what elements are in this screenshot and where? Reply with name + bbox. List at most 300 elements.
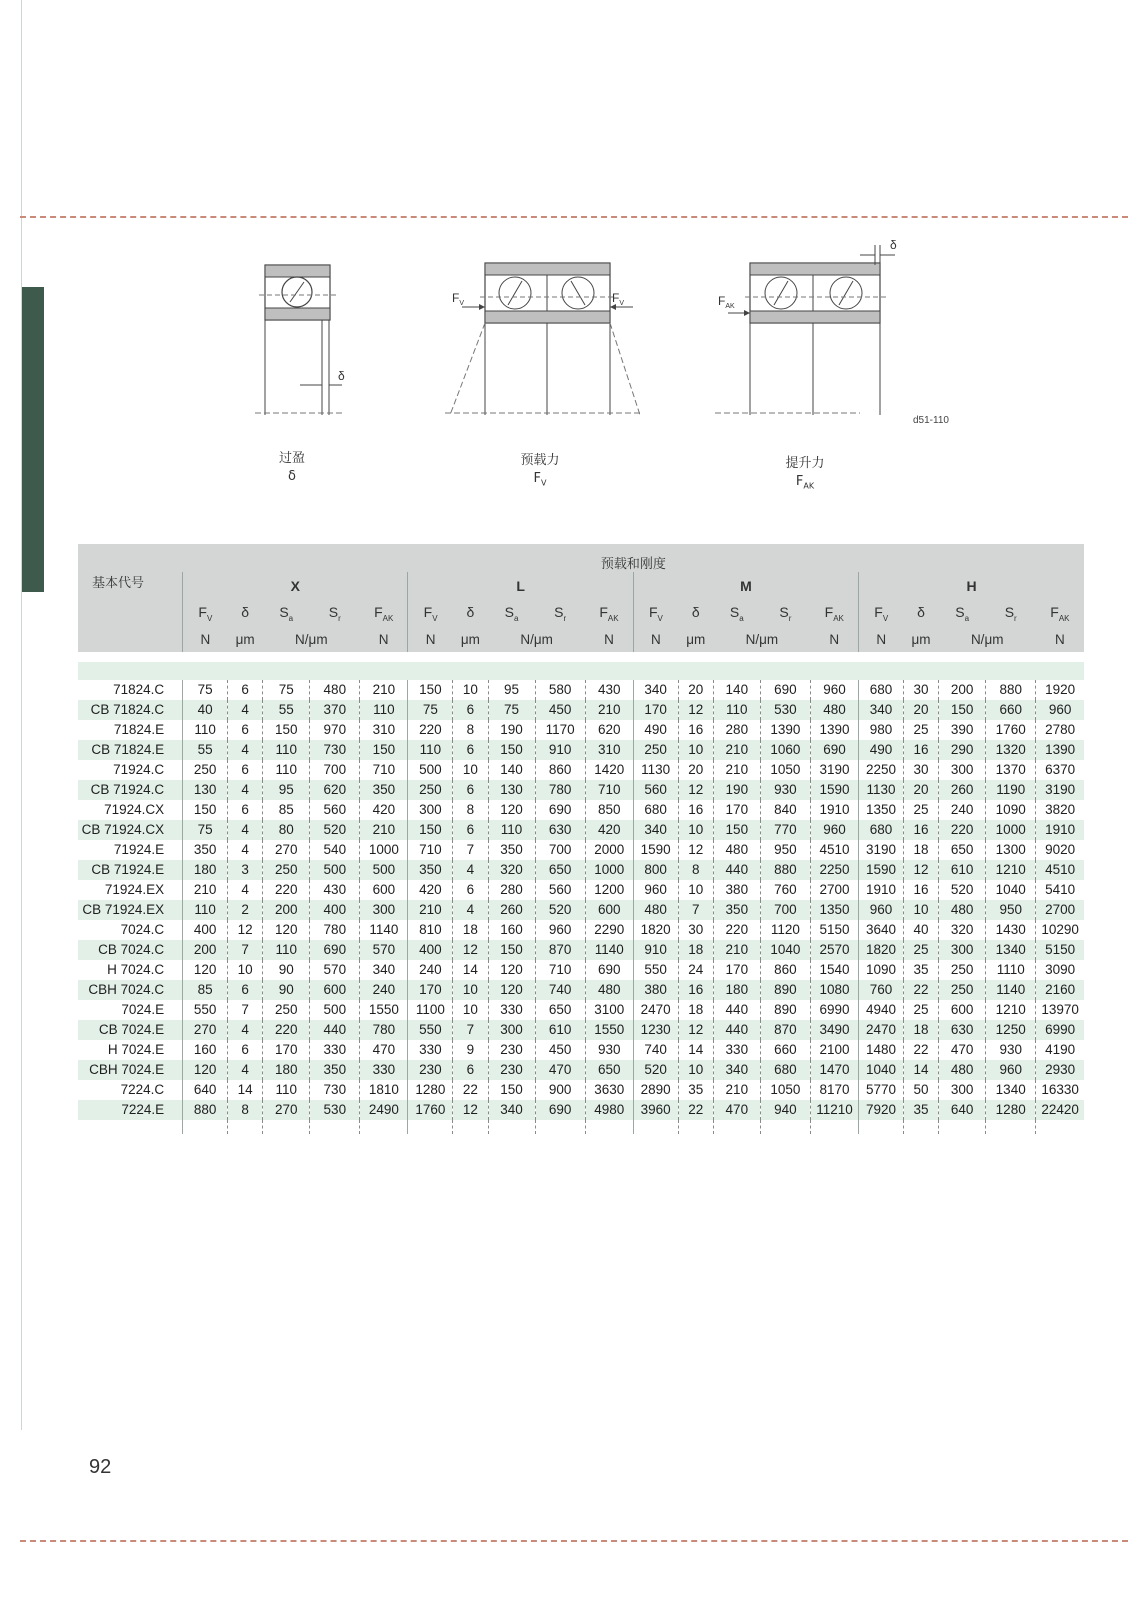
table-cell: 2250	[811, 860, 859, 880]
symbol-header: $F_{AK}$	[599, 603, 619, 623]
table-cell: 2	[228, 900, 263, 920]
group-m-header: M	[633, 572, 858, 600]
table-cell: 1470	[811, 1060, 859, 1080]
table-cell: 1110	[986, 960, 1036, 980]
table-cell: 110	[263, 760, 310, 780]
table-row	[78, 800, 1084, 820]
table-cell: 160	[183, 1040, 228, 1060]
table-cell: 330	[310, 1040, 360, 1060]
bearing-code: CB 7024.E	[78, 1020, 183, 1040]
table-cell: 85	[263, 800, 310, 820]
table-cell: 1820	[633, 920, 678, 940]
table-cell: 250	[633, 740, 678, 760]
table-cell: 960	[1036, 700, 1084, 720]
table-cell: 480	[939, 1060, 986, 1080]
table-cell: 210	[183, 880, 228, 900]
table-cell: 2160	[1036, 980, 1084, 1000]
table-cell: 110	[408, 740, 453, 760]
table-cell: 700	[760, 900, 810, 920]
caption-liftoff: 提升力 $F_{AK}$	[785, 456, 825, 491]
table-cell: 700	[310, 760, 360, 780]
table-cell: 680	[859, 680, 904, 700]
symbol-header: $S_a$	[504, 603, 519, 623]
table-row	[78, 700, 1084, 720]
table-cell: 560	[310, 800, 360, 820]
table-cell: 1120	[760, 920, 810, 940]
table-cell: 55	[183, 740, 228, 760]
table-cell: 75	[183, 820, 228, 840]
table-cell: 650	[535, 860, 585, 880]
table-cell: 1760	[408, 1100, 453, 1120]
table-cell: 490	[633, 720, 678, 740]
table-cell: 55	[263, 700, 310, 720]
table-cell: 780	[310, 920, 360, 940]
table-cell: 760	[859, 980, 904, 1000]
table-cell: 1340	[986, 940, 1036, 960]
table-cell: 1230	[633, 1020, 678, 1040]
table-cell: 470	[360, 1040, 408, 1060]
table-cell: 170	[713, 800, 760, 820]
table-row	[78, 880, 1084, 900]
table-cell: 4	[228, 840, 263, 860]
table-cell: 16330	[1036, 1080, 1084, 1100]
table-cell: 210	[713, 940, 760, 960]
table-cell: 210	[713, 760, 760, 780]
table-cell: 210	[713, 740, 760, 760]
symbol-header: δ	[917, 603, 925, 620]
table-cell: 6	[453, 740, 488, 760]
table-cell: 480	[585, 980, 633, 1000]
table-cell: 7	[453, 840, 488, 860]
table-cell: 5150	[1036, 940, 1084, 960]
table-cell: 180	[263, 1060, 310, 1080]
table-row	[78, 1000, 1084, 1020]
unit-header: N	[633, 626, 678, 652]
table-cell: 120	[263, 920, 310, 940]
table-cell: 210	[408, 900, 453, 920]
table-row	[78, 680, 1084, 700]
bearing-code: H 7024.E	[78, 1040, 183, 1060]
table-cell: 75	[408, 700, 453, 720]
table-cell: 550	[633, 960, 678, 980]
table-cell: 35	[903, 960, 938, 980]
table-cell: 2890	[633, 1080, 678, 1100]
table-cell: 150	[713, 820, 760, 840]
table-cell: 1200	[585, 880, 633, 900]
fv-right-label: F	[612, 291, 620, 305]
unit-header: N	[408, 626, 453, 652]
table-cell: 25	[903, 1000, 938, 1020]
table-cell: 110	[360, 700, 408, 720]
table-cell: 30	[678, 920, 713, 940]
caption-preload: 预载力 $F_V$	[520, 453, 560, 488]
table-cell: 5770	[859, 1080, 904, 1100]
table-cell: 870	[760, 1020, 810, 1040]
table-cell: 250	[939, 960, 986, 980]
table-cell: 4	[228, 820, 263, 840]
table-cell: 8	[453, 720, 488, 740]
table-cell: 2250	[859, 760, 904, 780]
table-cell: 1390	[1036, 740, 1084, 760]
table-cell: 240	[408, 960, 453, 980]
table-cell: 200	[183, 940, 228, 960]
table-cell: 4980	[585, 1100, 633, 1120]
table-cell: 1000	[360, 840, 408, 860]
symbol-header: δ	[466, 603, 475, 620]
table-cell: 150	[939, 700, 986, 720]
table-cell: 730	[310, 1080, 360, 1100]
table-cell: 630	[939, 1020, 986, 1040]
fv-left-label: F	[452, 291, 460, 305]
fak-label: F	[718, 294, 726, 308]
table-cell: 570	[310, 960, 360, 980]
table-cell: 4	[228, 1020, 263, 1040]
table-cell: 22420	[1036, 1100, 1084, 1120]
table-cell: 20	[678, 680, 713, 700]
table-cell: 1080	[811, 980, 859, 1000]
table-cell: 690	[535, 1100, 585, 1120]
side-tab-marker	[22, 287, 44, 592]
table-cell: 1210	[986, 860, 1036, 880]
table-cell: 480	[713, 840, 760, 860]
table-cell: 4	[228, 700, 263, 720]
table-cell: 610	[535, 1020, 585, 1040]
table-row	[78, 840, 1084, 860]
table-cell: 25	[903, 720, 938, 740]
symbol-header: $F_{AK}$	[824, 603, 844, 623]
table-cell: 680	[859, 820, 904, 840]
table-cell: 1280	[986, 1100, 1036, 1120]
unit-header: N/μm	[970, 631, 1004, 647]
table-cell: 420	[585, 820, 633, 840]
table-cell: 1040	[760, 940, 810, 960]
table-cell: 1920	[1036, 680, 1084, 700]
table-cell: 10	[453, 1000, 488, 1020]
table-cell: 130	[488, 780, 535, 800]
table-cell: 620	[310, 780, 360, 800]
table-cell: 710	[535, 960, 585, 980]
table-row	[78, 1100, 1084, 1120]
table-cell: 24	[678, 960, 713, 980]
table-cell: 20	[678, 760, 713, 780]
table-cell: 430	[585, 680, 633, 700]
table-cell: 30	[903, 680, 938, 700]
table-cell: 940	[760, 1100, 810, 1120]
table-cell: 1040	[986, 880, 1036, 900]
table-cell: 490	[859, 740, 904, 760]
table-cell: 150	[408, 820, 453, 840]
table-cell: 1390	[811, 720, 859, 740]
table-cell: 140	[713, 680, 760, 700]
table-cell: 870	[535, 940, 585, 960]
table-cell: 110	[183, 720, 228, 740]
table-cell: 7	[678, 900, 713, 920]
table-cell: 1550	[585, 1020, 633, 1040]
table-row	[78, 1020, 1084, 1040]
table-cell: 20	[903, 700, 938, 720]
table-cell: 1590	[633, 840, 678, 860]
table-cell: 110	[713, 700, 760, 720]
table-cell: 480	[633, 900, 678, 920]
table-cell: 25	[903, 800, 938, 820]
bearing-code: CBH 7024.E	[78, 1060, 183, 1080]
unit-header: N	[378, 631, 389, 647]
table-cell: 16	[903, 740, 938, 760]
diagram-code: d51-110	[913, 415, 949, 426]
table-cell: 640	[183, 1080, 228, 1100]
table-cell: 400	[183, 920, 228, 940]
symbol-header: $S_a$	[955, 603, 970, 623]
table-cell: 16	[678, 980, 713, 1000]
table-cell: 95	[263, 780, 310, 800]
table-cell: 880	[986, 680, 1036, 700]
table-cell: 240	[360, 980, 408, 1000]
table-cell: 6	[453, 1060, 488, 1080]
table-cell: 660	[760, 1040, 810, 1060]
table-cell: 9020	[1036, 840, 1084, 860]
table-cell: 6	[453, 700, 488, 720]
table-cell: 950	[986, 900, 1036, 920]
bearing-code: 7024.E	[78, 1000, 183, 1020]
table-cell: 4	[228, 880, 263, 900]
table-cell: 80	[263, 820, 310, 840]
table-cell: 120	[488, 960, 535, 980]
unit-header: N	[1055, 631, 1065, 647]
bearing-code: H 7024.C	[78, 960, 183, 980]
table-cell: 10	[903, 900, 938, 920]
table-cell: 110	[263, 740, 310, 760]
table-cell: 22	[903, 980, 938, 1000]
table-cell: 350	[713, 900, 760, 920]
table-row	[78, 720, 1084, 740]
table-cell: 3820	[1036, 800, 1084, 820]
unit-header: N/μm	[745, 631, 779, 647]
table-cell: 2100	[811, 1040, 859, 1060]
table-cell: 18	[903, 1020, 938, 1040]
table-cell: 240	[939, 800, 986, 820]
table-cell: 1280	[408, 1080, 453, 1100]
preload-diagram	[440, 235, 640, 425]
symbol-header: $F_V$	[859, 600, 904, 626]
group-x-header: X	[183, 572, 408, 600]
table-cell: 12	[903, 860, 938, 880]
table-cell: 140	[488, 760, 535, 780]
symbol-header: $S_r$	[1004, 603, 1017, 623]
table-row	[78, 900, 1084, 920]
table-row	[78, 740, 1084, 760]
table-cell: 650	[535, 1000, 585, 1020]
table-cell: 18	[453, 920, 488, 940]
table-cell: 12	[678, 780, 713, 800]
table-cell: 1910	[859, 880, 904, 900]
table-cell: 6	[228, 1040, 263, 1060]
svg-text:FV: $F_V$	[452, 291, 465, 307]
table-cell: 120	[488, 800, 535, 820]
table-cell: 1100	[408, 1000, 453, 1020]
table-cell: 2290	[585, 920, 633, 940]
table-cell: 18	[678, 1000, 713, 1020]
symbol-header: δ	[691, 603, 700, 620]
table-cell: 50	[903, 1080, 938, 1100]
table-cell: 1550	[360, 1000, 408, 1020]
bearing-code: CB 71924.EX	[78, 900, 183, 920]
table-cell: 150	[183, 800, 228, 820]
table-cell: 440	[310, 1020, 360, 1040]
table-cell: 10	[453, 980, 488, 1000]
table-cell: 16	[678, 800, 713, 820]
table-cell: 10	[678, 820, 713, 840]
table-cell: 630	[535, 820, 585, 840]
table-cell: 14	[678, 1040, 713, 1060]
table-cell: 470	[939, 1040, 986, 1060]
symbol-header: $S_a$	[279, 603, 294, 623]
table-cell: 220	[263, 1020, 310, 1040]
table-cell: 600	[585, 900, 633, 920]
bottom-dashed-rule	[20, 1540, 1128, 1542]
table-cell: 1040	[859, 1060, 904, 1080]
table-cell: 710	[360, 760, 408, 780]
table-cell: 6990	[811, 1000, 859, 1020]
table-cell: 350	[183, 840, 228, 860]
table-cell: 770	[760, 820, 810, 840]
table-cell: 450	[535, 1040, 585, 1060]
table-cell: 270	[263, 1100, 310, 1120]
symbol-header: $F_{AK}$	[1050, 603, 1070, 623]
table-cell: 730	[310, 740, 360, 760]
table-cell: 540	[310, 840, 360, 860]
table-cell: 10	[678, 1060, 713, 1080]
table-cell: 350	[310, 1060, 360, 1080]
bearing-code: CB 71824.C	[78, 700, 183, 720]
table-cell: 440	[713, 1000, 760, 1020]
bearing-code: CB 71924.C	[78, 780, 183, 800]
unit-header: N	[829, 631, 840, 647]
table-cell: 250	[408, 780, 453, 800]
table-cell: 200	[263, 900, 310, 920]
symbol-header: $S_a$	[729, 603, 744, 623]
table-cell: 130	[183, 780, 228, 800]
table-cell: 18	[903, 840, 938, 860]
table-cell: 890	[760, 1000, 810, 1020]
table-cell: 340	[713, 1060, 760, 1080]
table-cell: 35	[678, 1080, 713, 1100]
table-cell: 270	[263, 840, 310, 860]
table-cell: 1910	[811, 800, 859, 820]
table-cell: 1910	[1036, 820, 1084, 840]
table-cell: 190	[488, 720, 535, 740]
table-cell: 16	[903, 820, 938, 840]
table-cell: 75	[263, 680, 310, 700]
table-cell: 860	[760, 960, 810, 980]
table-cell: 1130	[633, 760, 678, 780]
table-cell: 1090	[986, 800, 1036, 820]
table-cell: 520	[633, 1060, 678, 1080]
preload-stiffness-table	[78, 544, 1084, 1134]
table-cell: 110	[183, 900, 228, 920]
table-cell: 250	[183, 760, 228, 780]
table-cell: 3640	[859, 920, 904, 940]
table-cell: 910	[633, 940, 678, 960]
bearing-code: CBH 7024.C	[78, 980, 183, 1000]
table-cell: 440	[713, 860, 760, 880]
table-cell: 10	[678, 880, 713, 900]
table-cell: 760	[760, 880, 810, 900]
table-cell: 6990	[1036, 1020, 1084, 1040]
table-cell: 14	[228, 1080, 263, 1100]
bearing-code: 71924.C	[78, 760, 183, 780]
table-cell: 1140	[986, 980, 1036, 1000]
unit-header: μm	[686, 631, 706, 647]
table-cell: 500	[310, 860, 360, 880]
table-cell: 20	[903, 780, 938, 800]
table-cell: 4	[228, 740, 263, 760]
table-row	[78, 940, 1084, 960]
table-cell: 310	[360, 720, 408, 740]
table-cell: 6	[228, 760, 263, 780]
table-title: 预载和刚度	[600, 555, 666, 571]
table-cell: 690	[310, 940, 360, 960]
table-cell: 1190	[986, 780, 1036, 800]
unit-header: N	[183, 626, 228, 652]
table-cell: 1050	[760, 760, 810, 780]
table-cell: 9	[453, 1040, 488, 1060]
table-cell: 1350	[811, 900, 859, 920]
table-cell: 75	[488, 700, 535, 720]
table-cell: 740	[633, 1040, 678, 1060]
symbol-header: $S_r$	[779, 603, 792, 623]
table-cell: 960	[535, 920, 585, 940]
bearing-code: CB 71824.E	[78, 740, 183, 760]
table-cell: 430	[310, 880, 360, 900]
table-cell: 14	[903, 1060, 938, 1080]
table-cell: 4510	[811, 840, 859, 860]
table-cell: 1170	[535, 720, 585, 740]
table-cell: 110	[263, 940, 310, 960]
table-cell: 340	[859, 700, 904, 720]
table-cell: 5410	[1036, 880, 1084, 900]
table-cell: 2700	[811, 880, 859, 900]
table-cell: 300	[939, 1080, 986, 1100]
bearing-code: 71824.E	[78, 720, 183, 740]
table-cell: 1350	[859, 800, 904, 820]
table-cell: 610	[939, 860, 986, 880]
table-cell: 1590	[859, 860, 904, 880]
symbol-header: $F_V$	[633, 600, 678, 626]
table-cell: 1060	[760, 740, 810, 760]
table-cell: 3630	[585, 1080, 633, 1100]
table-cell: 330	[713, 1040, 760, 1060]
table-cell: 600	[360, 880, 408, 900]
table-cell: 7	[228, 1000, 263, 1020]
table-cell: 420	[360, 800, 408, 820]
table-cell: 230	[408, 1060, 453, 1080]
table-cell: 12	[678, 840, 713, 860]
table-corner	[78, 544, 183, 572]
table-cell: 500	[408, 760, 453, 780]
table-cell: 150	[360, 740, 408, 760]
table-cell: 740	[535, 980, 585, 1000]
table-cell: 3100	[585, 1000, 633, 1020]
table-cell: 220	[939, 820, 986, 840]
table-cell: 6	[228, 720, 263, 740]
table-cell: 13970	[1036, 1000, 1084, 1020]
table-cell: 480	[310, 680, 360, 700]
table-cell: 40	[903, 920, 938, 940]
bearing-code: CB 71924.CX	[78, 820, 183, 840]
table-row	[78, 1060, 1084, 1080]
table-cell: 4	[453, 860, 488, 880]
table-cell: 580	[535, 680, 585, 700]
